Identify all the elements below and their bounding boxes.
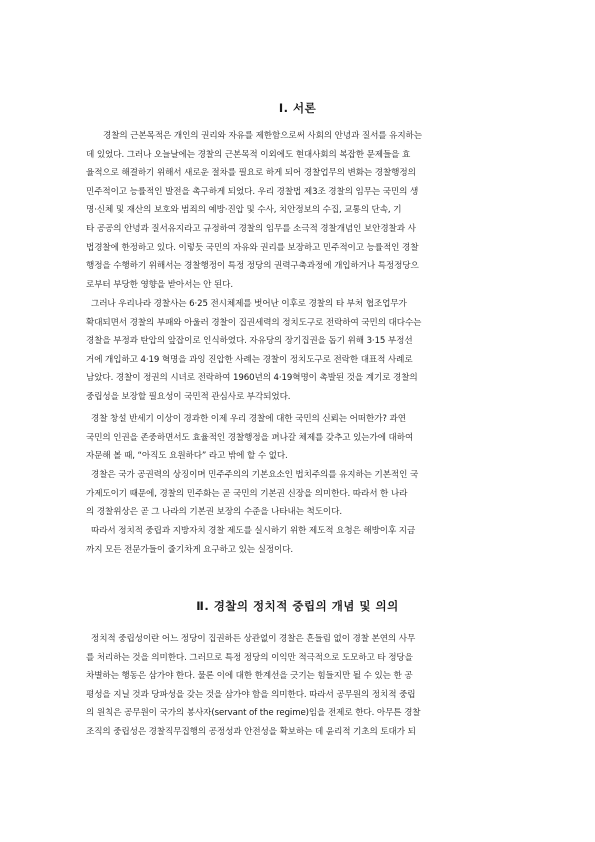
paragraph-line: 로부터 부당한 영향을 받아서는 안 된다. [86, 279, 234, 290]
paragraph-1 [86, 127, 511, 294]
paragraph-2 [86, 295, 511, 407]
paragraph-line: 차별하는 행동은 삼가야 한다. 물론 이에 대한 한계선을 긋기는 힘들지만 될 수 있는 한 공 [86, 671, 413, 682]
paragraph-line: 행정을 수행하기 위해서는 경찰행정이 특정 정당의 권력구축과정에 개입하거나 특정정당으 [86, 261, 419, 272]
paragraph-line: 경찰 창설 반세기 이상이 경과한 이제 우리 경찰에 대한 국민의 신뢰는 어떠한가? 과연 [91, 414, 406, 424]
paragraph-line: 따라서 정치적 중립과 지방자치 경찰 제도를 실시하기 위한 제도적 요청은 해방이후 지금 [91, 526, 416, 536]
paragraph-line: 정치적 중립성이란 어느 정당이 집권하든 상관없이 경찰은 흔들림 없이 경찰 본연의 사무 [91, 634, 416, 644]
paragraph-line: 까지 모든 전문가들이 줄기차게 요구하고 있는 실정이다. [86, 544, 294, 555]
paragraph-3 [86, 410, 511, 466]
paragraph-line: 경찰의 근본목적은 개인의 권리와 자유를 제한함으로써 사회의 안녕과 질서를 유지하는 [103, 131, 422, 141]
paragraph-line: 율적으로 해결하기 위해서 새로운 절차를 필요로 하게 되어 경찰업무의 변화는 경찰행정의 [86, 168, 416, 179]
paragraph-line: 확대되면서 경찰의 부패와 아울러 경찰이 집권세력의 정치도구로 전락하여 국민의 대다수는 [86, 317, 422, 328]
paragraph-line: 가제도이기 때문에, 경찰의 민주화는 곧 국민의 기본권 신장을 의미한다. 따라서 한 나라 [86, 488, 408, 499]
paragraph-line: 남았다. 경찰이 정권의 시녀로 전락하여 1960년의 4·19혁명이 촉발된 것을 계기로 경찰의 [86, 373, 418, 384]
paragraph-line: 명·신체 및 재산의 보호와 범죄의 예방·진압 및 수사, 치안정보의 수집, 교통의 단속, 기 [86, 205, 402, 216]
paragraph-line: 데 있었다. 그러나 오늘날에는 경찰의 근본목적 이외에도 현대사회의 복잡한 문제들을 효 [86, 149, 411, 160]
paragraph-line: 거에 개입하고 4·19 혁명을 과잉 진압한 사례는 경찰이 정치도구로 전락한 대표적 사례로 [86, 354, 413, 365]
paragraph-line: 경찰을 부정과 탄압의 앞잡이로 인식하였다. 자유당의 장기집권을 돕기 위해 3·15 부정선 [86, 336, 413, 347]
paragraph-line: 법경찰에 한정하고 있다. 이렇듯 국민의 자유와 권리를 보장하고 민주적이고 능률적인 경찰 [86, 242, 419, 253]
paragraph-line: 의 원칙은 공무원이 국가의 봉사자(servant of the regime)임을 전제로 한다. 아무튼 경찰 [86, 708, 421, 719]
paragraph-4 [86, 466, 511, 522]
paragraph-line: 조직의 중립성은 경찰직무집행의 공정성과 안전성을 확보하는 데 윤리적 기초의 토대가 되 [86, 726, 416, 737]
paragraph-line: 타 공공의 안녕과 질서유지라고 규정하여 경찰의 임무를 소극적 경찰개념인 보안경찰과 사 [86, 223, 416, 234]
section-heading-political-neutrality: Ⅱ. 경찰의 정치적 중립의 개념 및 의의 [196, 599, 399, 613]
paragraph-line: 의 경찰위상은 곧 그 나라의 기본권 보장의 수준을 나타내는 척도이다. [86, 507, 342, 518]
paragraph-line: 중립성을 보장할 필요성이 국민적 관심사로 부각되었다. [86, 391, 291, 402]
section-heading-introduction: Ⅰ. 서론 [278, 101, 317, 115]
paragraph-line: 그러나 우리나라 경찰사는 6·25 전시체제를 벗어난 이후로 경찰의 타 부처 협조업무가 [91, 299, 407, 309]
paragraph-line: 민주적이고 능률적인 발전을 촉구하게 되었다. 우리 경찰법 제3조 경찰의 임무는 국민의 생 [86, 186, 419, 197]
paragraph-line: 경찰은 국가 공권력의 상징이며 민주주의의 기본요소인 법치주의를 유지하는 기본적인 국 [91, 470, 419, 480]
paragraph-5 [86, 522, 511, 559]
paragraph-line: 자문해 볼 때, “아직도 요원하다” 라고 밖에 할 수 없다. [86, 451, 288, 462]
paragraph-6 [86, 630, 511, 742]
paragraph-line: 국민의 인권을 존중하면서도 효율적인 경찰행정을 펴나갈 체제를 갖추고 있는가에 대하여 [86, 432, 414, 443]
paragraph-line: 평성을 지닐 것과 당파성을 갖는 것을 삼가야 함을 의미한다. 따라서 공무원의 정치적 중립 [86, 689, 416, 700]
paragraph-line: 를 처리하는 것을 의미한다. 그러므로 특정 정당의 이익만 적극적으로 도모하고 타 정당을 [86, 652, 413, 663]
